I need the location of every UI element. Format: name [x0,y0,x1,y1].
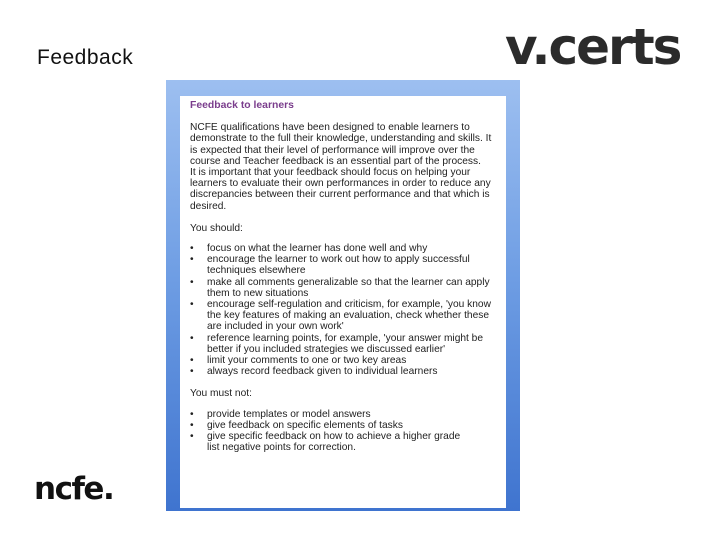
intro-line: is expected that their level of performance will improve over the [190,144,475,156]
list-item-line: • make all comments generalizable so that the learner can apply [207,276,490,288]
list-item-line: them to new situations [207,287,309,299]
list-item-line: • encourage self-regulation and criticism, for example, 'you know [207,299,491,311]
list-item [190,409,498,420]
list-item-line: • focus on what the learner has done well and why [207,243,428,255]
list-item-line: • give specific feedback on how to achieve a higher grade [207,431,461,443]
must-not-list [190,409,498,454]
list-item-line: better if you included strategies we discussed earlier' [207,343,446,355]
list-item-line: techniques elsewhere [207,265,306,277]
intro-line: demonstrate to the full their knowledge, understanding and skills. It [190,133,492,145]
list-item [190,254,498,276]
list-item [190,366,498,377]
list-item-line: • encourage the learner to work out how to apply successful [207,254,470,266]
document-heading: Feedback to learners [190,100,294,111]
list-item [190,333,498,355]
list-item [190,431,498,453]
list-item [190,277,498,299]
document-image-frame [166,80,520,511]
list-item-line: • reference learning points, for example, 'your answer might be [207,332,484,344]
intro-line: discrepancies between their current performance and that which is [190,189,490,201]
must-not-heading: You must not: [190,388,252,400]
list-item-line: • limit your comments to one or two key areas [207,355,407,367]
list-item [190,299,498,333]
list-item-line: are included in your own work' [207,321,344,333]
should-list [190,243,498,377]
list-item-line: • always record feedback given to individual learners [207,366,438,378]
list-item-line: the key features of making an evaluation, check whether these [207,310,490,322]
intro-line: course and Teacher feedback is an essential part of the process. [190,155,481,167]
list-item [190,420,498,431]
list-item [190,355,498,366]
intro-paragraph [190,122,498,212]
ncfe-logo: ncfe. [34,471,114,507]
list-item-line: • provide templates or model answers [207,408,371,420]
document-page [180,96,506,508]
should-heading: You should: [190,222,243,234]
intro-line: It is important that your feedback should focus on helping your [190,167,471,179]
slide-title: Feedback [37,46,134,69]
intro-line: desired. [190,200,227,212]
intro-line: learners to evaluate their own performances in order to reduce any [190,178,491,190]
list-item-line: list negative points for correction. [207,442,356,454]
list-item-line: • give feedback on specific elements of tasks [207,419,403,431]
list-item [190,243,498,254]
vcerts-logo: v.certs [505,18,681,76]
intro-line: NCFE qualifications have been designed to enable learners to [190,122,470,134]
